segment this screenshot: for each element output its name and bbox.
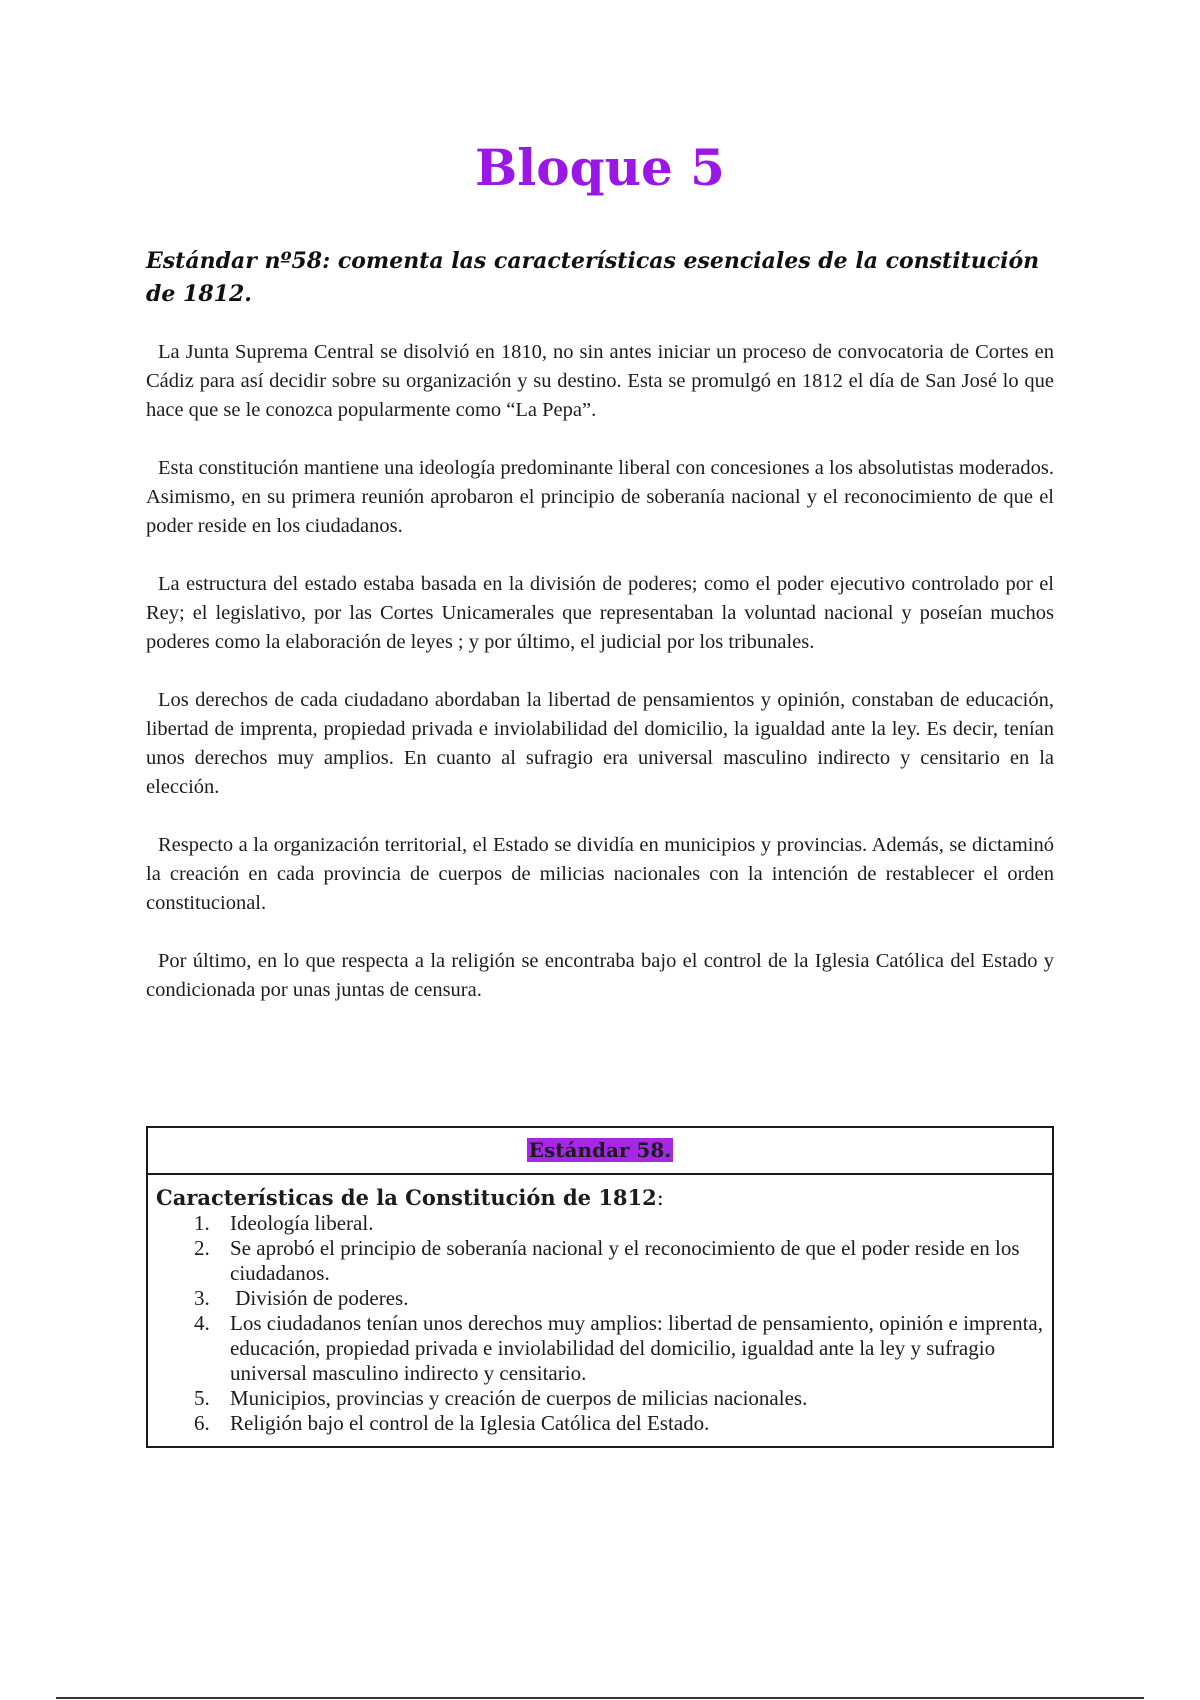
list-item bbox=[156, 1286, 1044, 1311]
paragraph-territory: Respecto a la organización territorial, el Estado se dividía en municipios y provincias. Además, se dictaminó la creación en cada provincia de cuerpos de milicias nacionales con la intención de restablecer el orden constitucional. bbox=[146, 834, 1054, 914]
paragraph-religion: Por último, en lo que respecta a la religión se encontraba bajo el control de la Iglesia Católica del Estado y condicionada por unas juntas de censura. bbox=[146, 950, 1054, 1001]
list-item-text: Los ciudadanos tenían unos derechos muy amplios: libertad de pensamiento, opinión e imprenta, educación, propiedad privada e inviolabilidad del domicilio, igualdad ante la ley y sufragio universal masculino indirecto y censitario. bbox=[230, 1311, 1043, 1385]
list-item-number: 5. bbox=[194, 1386, 210, 1410]
paragraph-junta: La Junta Suprema Central se disolvió en 1810, no sin antes iniciar un proceso de convocatoria de Cortes en Cádiz para así decidir sobre su organización y su destino. Esta se promulgó en 1812 el día de San José lo que hace que se le conozca popularmente como “La Pepa”. bbox=[146, 341, 1054, 421]
list-item-text: División de poderes. bbox=[230, 1286, 409, 1310]
list-item-number: 6. bbox=[194, 1411, 210, 1435]
page-title: Bloque 5 bbox=[475, 138, 725, 197]
list-item-text: Se aprobó el principio de soberanía nacional y el reconocimiento de que el poder reside en los ciudadanos. bbox=[230, 1236, 1020, 1285]
list-item-number: 2. bbox=[194, 1236, 210, 1260]
paragraph-ideology: Esta constitución mantiene una ideología predominante liberal con concesiones a los absolutistas moderados. Asimismo, en su primera reunión aprobaron el principio de soberanía nacional y el reconocimiento de que el poder reside en los ciudadanos. bbox=[146, 457, 1054, 537]
summary-list bbox=[156, 1211, 1044, 1436]
list-item-text: Ideología liberal. bbox=[230, 1211, 374, 1235]
summary-title-colon: : bbox=[656, 1186, 664, 1210]
summary-box-header bbox=[148, 1128, 1052, 1175]
summary-box-content bbox=[148, 1175, 1052, 1436]
summary-title-text: Características de la Constitución de 1812 bbox=[156, 1185, 657, 1210]
paragraph-rights: Los derechos de cada ciudadano abordaban la libertad de pensamientos y opinión, constaban de educación, libertad de imprenta, propiedad privada e inviolabilidad del domicilio, la igualdad ante la ley. Es decir, tenían unos derechos muy amplios. En cuanto al sufragio era universal masculino indirecto y censitario en la elección. bbox=[146, 689, 1054, 798]
standard-heading: Estándar nº58: comenta las características esenciales de la constitución de 1812. bbox=[146, 248, 1040, 307]
list-item-text: Municipios, provincias y creación de cuerpos de milicias nacionales. bbox=[230, 1386, 808, 1410]
list-item bbox=[156, 1411, 1044, 1436]
list-item bbox=[156, 1386, 1044, 1411]
summary-box bbox=[146, 1126, 1054, 1448]
summary-title bbox=[156, 1185, 1044, 1211]
list-item-number: 1. bbox=[194, 1211, 210, 1235]
list-item-number: 4. bbox=[194, 1311, 210, 1335]
list-item bbox=[156, 1311, 1044, 1386]
list-item bbox=[156, 1211, 1044, 1236]
list-item-number: 3. bbox=[194, 1286, 210, 1310]
paragraph-structure: La estructura del estado estaba basada en la división de poderes; como el poder ejecutivo controlado por el Rey; el legislativo, por las Cortes Unicamerales que representaban la voluntad nacional y poseían muchos poderes como la elaboración de leyes ; y por último, el judicial por los tribunales. bbox=[146, 573, 1054, 653]
list-item-text: Religión bajo el control de la Iglesia Católica del Estado. bbox=[230, 1411, 710, 1435]
list-item bbox=[156, 1236, 1044, 1286]
footer-divider bbox=[56, 1697, 1144, 1699]
highlighted-standard-label: Estándar 58. bbox=[528, 1138, 672, 1162]
body-text bbox=[146, 338, 1054, 1034]
